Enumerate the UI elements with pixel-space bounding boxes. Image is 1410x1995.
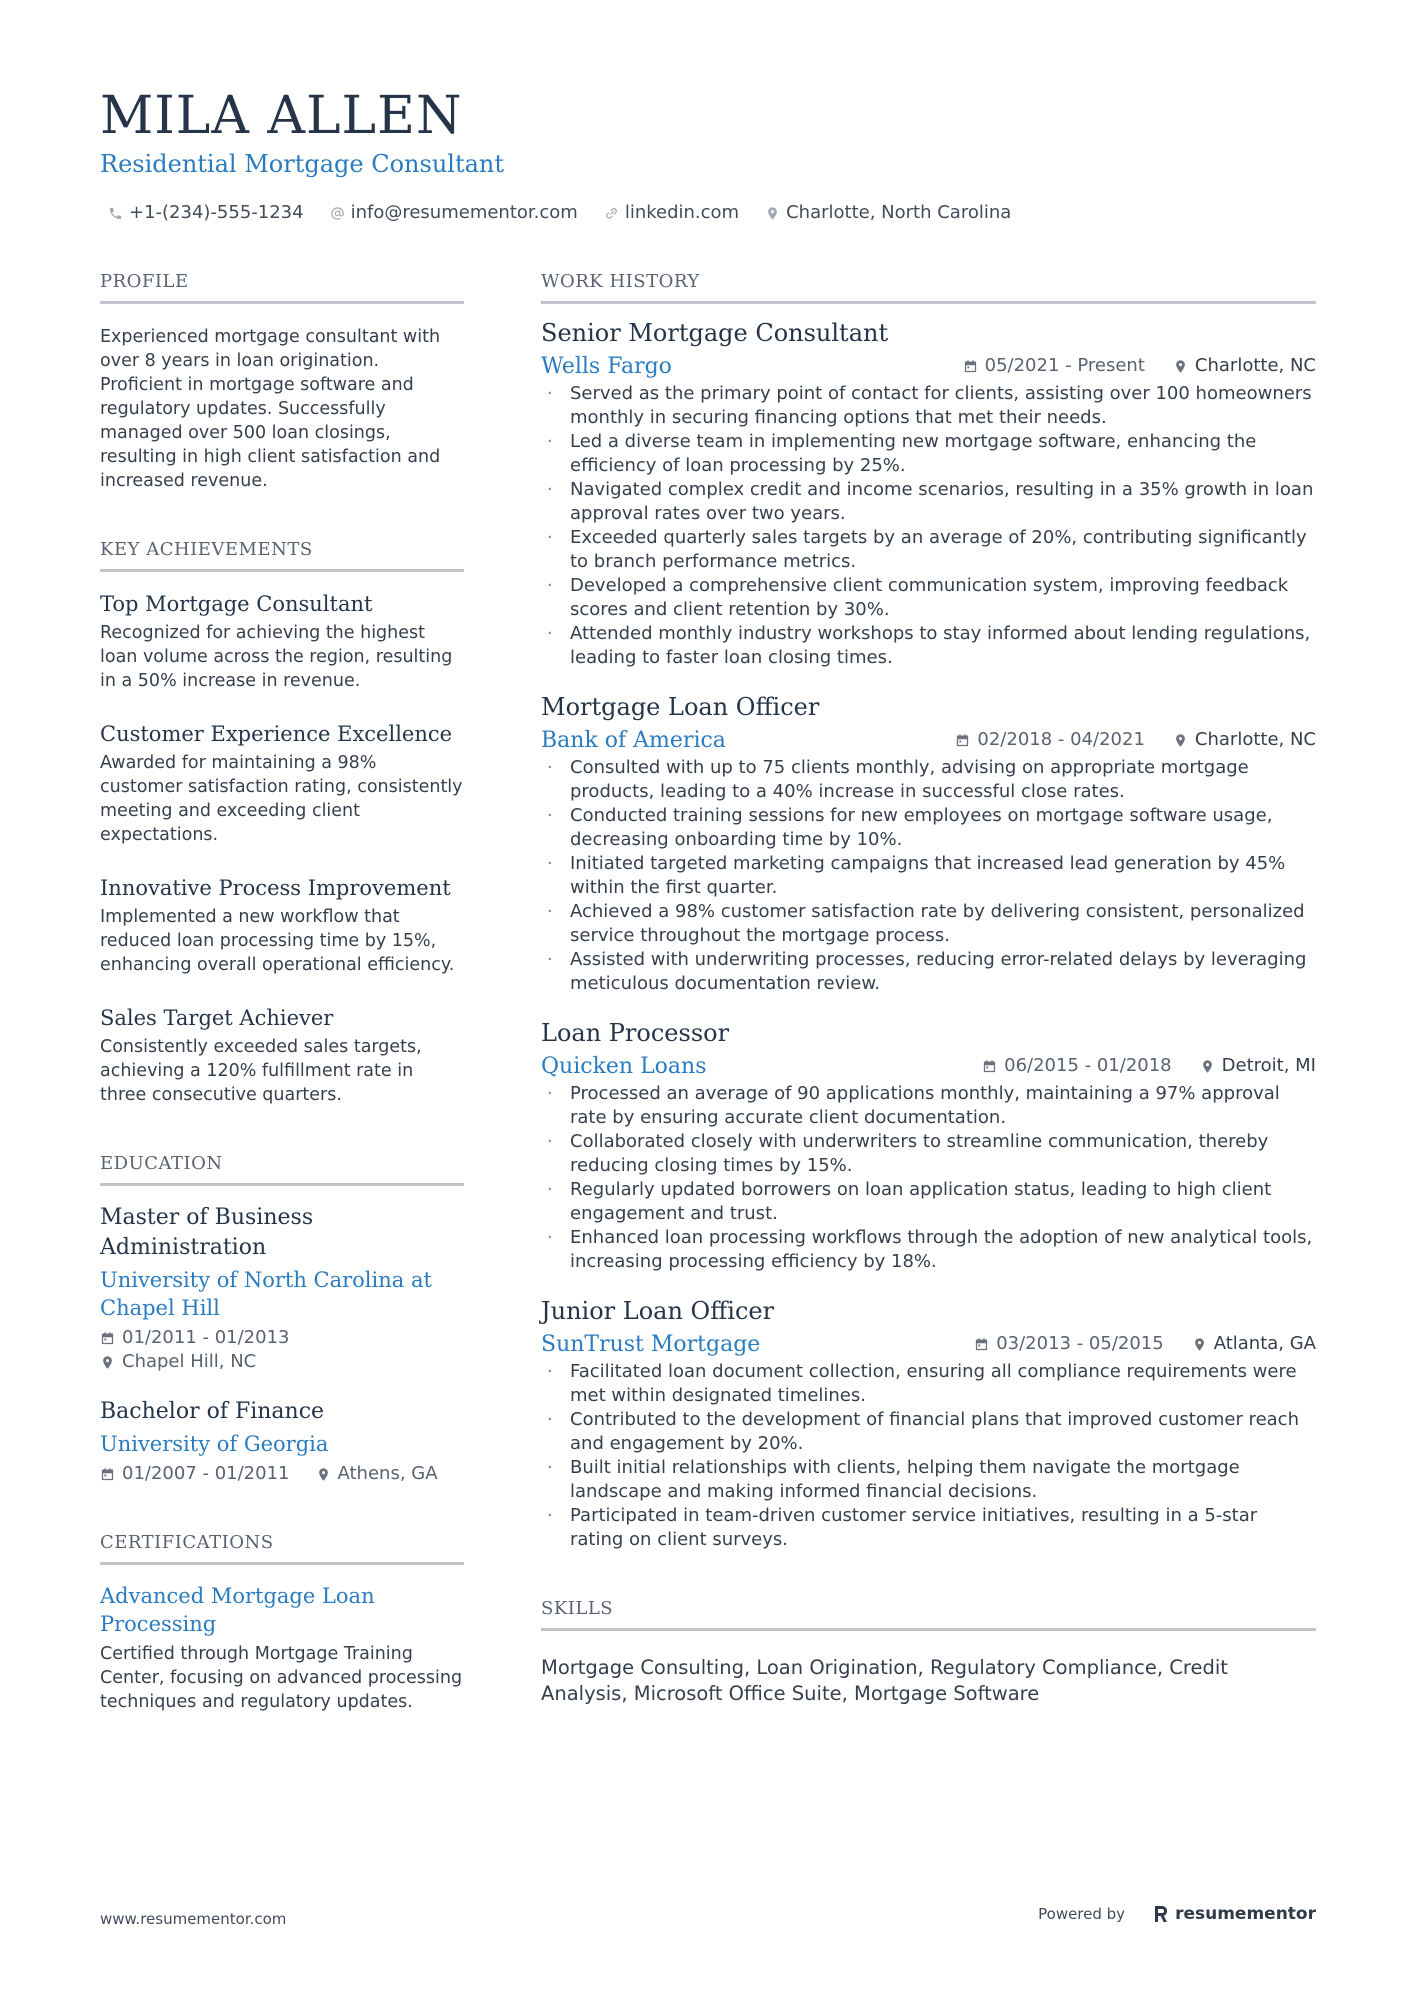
location-text: Athens, GA bbox=[337, 1463, 438, 1484]
company-name: SunTrust Mortgage bbox=[541, 1331, 761, 1357]
dates-text: 06/2015 - 01/2018 bbox=[1004, 1055, 1172, 1076]
calendar-icon bbox=[100, 1331, 115, 1346]
job-location bbox=[1173, 354, 1316, 378]
map-pin-icon bbox=[1200, 1059, 1215, 1074]
job-header-row bbox=[541, 1328, 1316, 1360]
map-pin-icon bbox=[765, 206, 780, 221]
job-bullet: · Achieved a 98% customer satisfaction rate by delivering consistent, personalized service throughout the mortgage process. bbox=[541, 900, 1316, 948]
contact-phone[interactable] bbox=[108, 199, 304, 227]
certification-title: Advanced Mortgage Loan Processing bbox=[100, 1584, 375, 1636]
job-bullet: · Facilitated loan document collection, ensuring all compliance requirements were met within designated timelines. bbox=[541, 1360, 1316, 1408]
linkedin-text: linkedin.com bbox=[624, 202, 740, 223]
job-bullet: · Navigated complex credit and income scenarios, resulting in a 35% growth in loan approval rates over two years. bbox=[541, 478, 1316, 526]
map-pin-icon bbox=[1173, 359, 1188, 374]
school-name: University of North Carolina at Chapel Hill bbox=[100, 1268, 432, 1320]
job-title: Senior Mortgage Consultant bbox=[541, 319, 889, 347]
certifications-section bbox=[100, 1526, 464, 1714]
footer-website[interactable]: www.resumementor.com bbox=[100, 1910, 287, 1928]
job-bullet: · Built initial relationships with clients, helping them navigate the mortgage landscape and making informed financial decisions. bbox=[541, 1456, 1316, 1504]
job-bullet: · Regularly updated borrowers on loan application status, leading to high client engagement and trust. bbox=[541, 1178, 1316, 1226]
calendar-icon bbox=[974, 1337, 989, 1352]
job-title: Mortgage Loan Officer bbox=[541, 693, 820, 721]
achievement-title: Top Mortgage Consultant bbox=[100, 592, 373, 616]
job-bullet: · Attended monthly industry workshops to stay informed about lending regulations, leading to faster loan closing times. bbox=[541, 622, 1316, 670]
job-bullets bbox=[541, 1360, 1316, 1552]
skills-heading: SKILLS bbox=[541, 1592, 1316, 1631]
job-bullet: · Served as the primary point of contact for clients, assisting over 100 homeowners monthly in securing financing options that met their needs. bbox=[541, 382, 1316, 430]
job-location bbox=[1173, 728, 1316, 752]
degree-title: Master of Business Administration bbox=[100, 1205, 314, 1260]
map-pin-icon bbox=[1173, 733, 1188, 748]
location-text: Atlanta, GA bbox=[1213, 1333, 1316, 1354]
dates-text: 01/2007 - 01/2011 bbox=[122, 1463, 290, 1484]
job-dates bbox=[955, 728, 1145, 752]
dates-text: 02/2018 - 04/2021 bbox=[977, 729, 1145, 750]
profile-text: Experienced mortgage consultant with over 8 years in loan origination. Proficient in mortgage software and regulatory updates. Successfully managed over 500 loan closings, resulting in high client satisfaction and increased revenue. bbox=[100, 327, 441, 491]
education-location bbox=[100, 1350, 464, 1374]
brand-name: resumementor bbox=[1175, 1904, 1316, 1924]
school-name: University of Georgia bbox=[100, 1432, 329, 1456]
job-dates bbox=[974, 1332, 1164, 1356]
link-icon bbox=[604, 206, 619, 221]
map-pin-icon bbox=[100, 1355, 115, 1370]
contact-location bbox=[765, 199, 1011, 227]
achievement-text: Implemented a new workflow that reduced loan processing time by 15%, enhancing overall operational efficiency. bbox=[100, 907, 455, 975]
right-column bbox=[541, 265, 1316, 1707]
job-meta bbox=[982, 1054, 1316, 1078]
job-bullet: · Collaborated closely with underwriters to streamline communication, thereby reducing closing times by 15%. bbox=[541, 1130, 1316, 1178]
achievement-item bbox=[100, 589, 464, 693]
work-history-heading: WORK HISTORY bbox=[541, 265, 1316, 304]
profile-section bbox=[100, 265, 464, 493]
education-heading: EDUCATION bbox=[100, 1147, 464, 1186]
location-text: Detroit, MI bbox=[1221, 1055, 1316, 1076]
job-entry bbox=[541, 1016, 1316, 1274]
at-icon bbox=[330, 206, 345, 221]
job-location bbox=[1192, 1332, 1316, 1356]
location-text: Chapel Hill, NC bbox=[122, 1351, 257, 1372]
location-text: Charlotte, NC bbox=[1194, 729, 1316, 750]
job-title: Junior Loan Officer bbox=[541, 1297, 775, 1325]
achievements-heading: KEY ACHIEVEMENTS bbox=[100, 533, 464, 572]
job-header-row bbox=[541, 724, 1316, 756]
certification-item bbox=[100, 1582, 464, 1714]
achievement-text: Recognized for achieving the highest loan volume across the region, resulting in a 50% increase in revenue. bbox=[100, 623, 453, 691]
map-pin-icon bbox=[316, 1467, 331, 1482]
resumementor-logo-icon bbox=[1153, 1905, 1169, 1923]
candidate-title: Residential Mortgage Consultant bbox=[100, 150, 505, 178]
job-bullet: · Participated in team-driven customer service initiatives, resulting in a 5-star rating on client surveys. bbox=[541, 1504, 1316, 1552]
dates-text: 03/2013 - 05/2015 bbox=[996, 1333, 1164, 1354]
job-entry bbox=[541, 690, 1316, 996]
achievement-title: Sales Target Achiever bbox=[100, 1006, 334, 1030]
achievement-item bbox=[100, 873, 464, 977]
job-dates bbox=[982, 1054, 1172, 1078]
certification-text: Certified through Mortgage Training Center, focusing on advanced processing techniques and regulatory updates. bbox=[100, 1644, 463, 1712]
job-header-row bbox=[541, 1050, 1316, 1082]
job-bullet: · Consulted with up to 75 clients monthly, advising on appropriate mortgage products, leading to a 40% increase in successful close rates. bbox=[541, 756, 1316, 804]
powered-by bbox=[1038, 1904, 1316, 1924]
job-bullet: · Contributed to the development of financial plans that improved customer reach and engagement by 20%. bbox=[541, 1408, 1316, 1456]
phone-icon bbox=[108, 206, 123, 221]
achievements-section bbox=[100, 533, 464, 1107]
achievement-text: Consistently exceeded sales targets, achieving a 120% fulfillment rate in three consecutive quarters. bbox=[100, 1037, 422, 1105]
certifications-heading: CERTIFICATIONS bbox=[100, 1526, 464, 1565]
work-history-section bbox=[541, 265, 1316, 1552]
achievement-title: Customer Experience Excellence bbox=[100, 722, 453, 746]
email-text: info@resumementor.com bbox=[350, 202, 578, 223]
degree-title: Bachelor of Finance bbox=[100, 1399, 325, 1424]
calendar-icon bbox=[100, 1467, 115, 1482]
location-text: Charlotte, North Carolina bbox=[786, 202, 1012, 223]
job-bullet: · Led a diverse team in implementing new mortgage software, enhancing the efficiency of loan processing by 25%. bbox=[541, 430, 1316, 478]
company-name: Bank of America bbox=[541, 727, 726, 753]
powered-by-label: Powered by bbox=[1038, 1905, 1126, 1923]
contact-linkedin[interactable] bbox=[604, 199, 739, 227]
job-title: Loan Processor bbox=[541, 1019, 730, 1047]
dates-text: 05/2021 - Present bbox=[984, 355, 1145, 376]
job-bullet: · Enhanced loan processing workflows through the adoption of new analytical tools, increasing processing efficiency by 18%. bbox=[541, 1226, 1316, 1274]
job-dates bbox=[963, 354, 1145, 378]
contact-bar bbox=[108, 199, 1011, 227]
calendar-icon bbox=[963, 359, 978, 374]
job-bullet: · Developed a comprehensive client communication system, improving feedback scores and client retention by 30%. bbox=[541, 574, 1316, 622]
job-meta bbox=[974, 1332, 1316, 1356]
dates-text: 01/2011 - 01/2013 bbox=[122, 1327, 290, 1348]
job-meta bbox=[955, 728, 1316, 752]
education-dates bbox=[100, 1462, 290, 1486]
calendar-icon bbox=[955, 733, 970, 748]
job-bullet: · Assisted with underwriting processes, reducing error-related delays by leveraging meticulous documentation review. bbox=[541, 948, 1316, 996]
company-name: Wells Fargo bbox=[541, 353, 672, 379]
profile-heading: PROFILE bbox=[100, 265, 464, 304]
education-meta bbox=[100, 1462, 464, 1486]
job-bullets bbox=[541, 382, 1316, 670]
job-bullet: · Processed an average of 90 applications monthly, maintaining a 97% approval rate by ensuring accurate client documentation. bbox=[541, 1082, 1316, 1130]
achievement-item bbox=[100, 1003, 464, 1107]
achievement-text: Awarded for maintaining a 98% customer satisfaction rating, consistently meeting and exceeding client expectations. bbox=[100, 753, 463, 845]
education-location bbox=[316, 1462, 438, 1486]
job-bullet: · Exceeded quarterly sales targets by an average of 20%, contributing significantly to branch performance metrics. bbox=[541, 526, 1316, 574]
location-text: Charlotte, NC bbox=[1194, 355, 1316, 376]
candidate-name: MILA ALLEN bbox=[100, 86, 463, 146]
achievement-title: Innovative Process Improvement bbox=[100, 876, 451, 900]
education-item bbox=[100, 1397, 464, 1486]
job-bullets bbox=[541, 756, 1316, 996]
left-column bbox=[100, 265, 464, 1714]
education-section bbox=[100, 1147, 464, 1486]
job-location bbox=[1200, 1054, 1316, 1078]
job-header-row bbox=[541, 350, 1316, 382]
job-meta bbox=[963, 354, 1316, 378]
skills-text: Mortgage Consulting, Loan Origination, Regulatory Compliance, Credit Analysis, Microsoft Office Suite, Mortgage Software bbox=[541, 1656, 1228, 1705]
job-bullet: · Initiated targeted marketing campaigns that increased lead generation by 45% within the first quarter. bbox=[541, 852, 1316, 900]
company-name: Quicken Loans bbox=[541, 1053, 707, 1079]
brand-logo[interactable] bbox=[1153, 1904, 1316, 1924]
job-bullet: · Conducted training sessions for new employees on mortgage software usage, decreasing onboarding time by 10%. bbox=[541, 804, 1316, 852]
education-dates bbox=[100, 1326, 464, 1350]
calendar-icon bbox=[982, 1059, 997, 1074]
education-item bbox=[100, 1203, 464, 1374]
job-entry bbox=[541, 1294, 1316, 1552]
job-bullets bbox=[541, 1082, 1316, 1274]
phone-text: +1-(234)-555-1234 bbox=[129, 202, 304, 223]
skills-section bbox=[541, 1592, 1316, 1707]
map-pin-icon bbox=[1192, 1337, 1207, 1352]
achievement-item bbox=[100, 719, 464, 847]
contact-email[interactable] bbox=[330, 199, 578, 227]
job-entry bbox=[541, 316, 1316, 670]
